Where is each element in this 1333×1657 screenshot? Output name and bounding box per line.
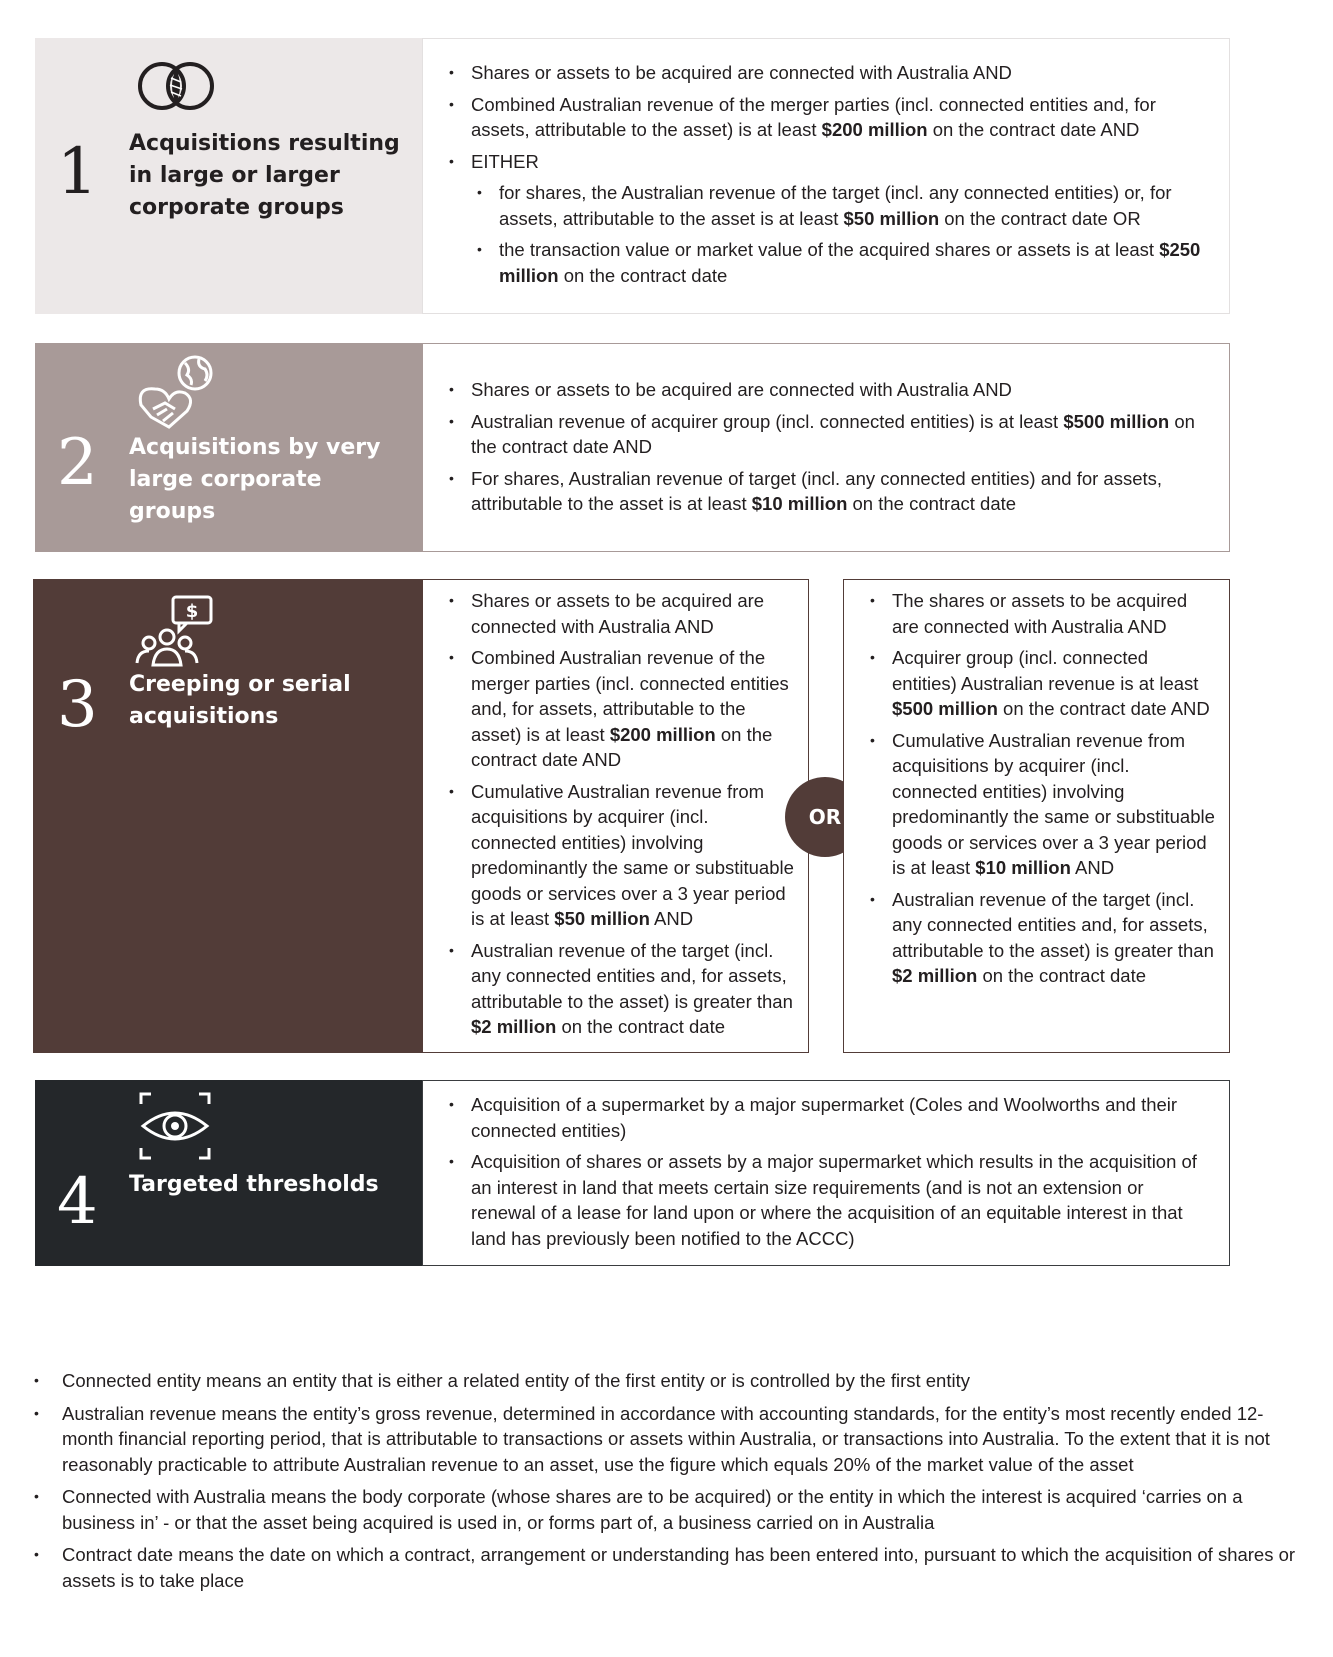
criteria-sub-item: • the transaction value or market value of the acquired shares or assets is at least $250 million on the contract date [471,237,1209,288]
svg-text:$: $ [185,601,199,622]
eye-focus-icon [139,1092,211,1165]
criteria-item: • Shares or assets to be acquired are connected with Australia AND [443,377,1209,403]
section-4-title: Targeted thresholds [129,1172,379,1197]
people-dollar-icon [135,593,217,674]
criteria-item: • Shares or assets to be acquired are connected with Australia AND [443,588,794,639]
criteria-item: • Cumulative Australian revenue from acquisitions by acquirer (incl. connected entities) involving predominantly the same or substituable goods or services over a 3 year period is at least $10 million AND [864,728,1215,881]
definition-item: • Connected with Australia means the body corporate (whose shares are to be acquired) or the entity in which the interest is acquired ‘carries on a business in’ - or that the asset being acquired is used in, or forms part of, a business carried on in Australia [30,1484,1300,1535]
criteria-item: • Acquisition of shares or assets by a major supermarket which results in the acquisition of an interest in land that meets certain size requirements (and is not an extension or renewal of a lease for land upon or where the acquisition of an equitable interest in that land has previously been notified to the ACCC) [443,1149,1209,1251]
criteria-item: • EITHER • for shares, the Australian revenue of the target (incl. any connected entities) or, for assets, attributable to the asset is at least $50 million on the contract date OR • the transaction value or market value of the acquired shares or assets is at least $250 million on the contract date [443,149,1209,289]
section-3-number: 3 [57,668,98,742]
section-2-criteria [422,343,1230,552]
definitions [30,1368,1300,1600]
section-1 [35,38,1230,314]
section-4-number: 4 [57,1165,98,1239]
overlapping-circles-icon [135,60,217,117]
criteria-sub-item: • for shares, the Australian revenue of the target (incl. any connected entities) or, for assets, attributable to the asset is at least $50 million on the contract date OR [471,180,1209,231]
section-2-title: Acquisitions by very large corporate groups [129,435,381,524]
section-1-title: Acquisitions resulting in large or larger corporate groups [129,131,400,220]
criteria-item: • For shares, Australian revenue of target (incl. any connected entities) and for assets, attributable to the asset is at least $10 million on the contract date [443,466,1209,517]
criteria-item: • Acquirer group (incl. connected entities) Australian revenue is at least $500 million on the contract date AND [864,645,1215,722]
section-2-number: 2 [57,426,98,500]
section-3-header [33,579,422,1053]
criteria-item: • Australian revenue of acquirer group (incl. connected entities) is at least $500 million on the contract date AND [443,409,1209,460]
criteria-item: • The shares or assets to be acquired are connected with Australia AND [864,588,1215,639]
or-badge: OR [785,777,865,857]
section-1-number: 1 [57,135,98,209]
definition-item: • Contract date means the date on which a contract, arrangement or understanding has been entered into, pursuant to which the acquisition of shares or assets is to take place [30,1542,1300,1593]
definition-item: • Connected entity means an entity that is either a related entity of the first entity or is controlled by the first entity [30,1368,1300,1394]
criteria-item: • Australian revenue of the target (incl. any connected entities and, for assets, attributable to the asset) is greater than $2 million on the contract date [443,938,794,1040]
section-3-criteria-left [422,579,809,1053]
section-3-criteria-right [843,579,1230,1053]
section-3 [33,579,1230,1053]
criteria-item: • Acquisition of a supermarket by a major supermarket (Coles and Woolworths and their connected entities) [443,1092,1209,1143]
section-2 [35,343,1230,552]
definition-item: • Australian revenue means the entity’s gross revenue, determined in accordance with accounting standards, for the entity’s most recently ended 12-month financial reporting period, that is attributable to transactions or assets within Australia, or transactions into Australia. To the extent that it is not reasonably practicable to attribute Australian revenue to an asset, use the figure which equals 20% of the market value of the asset [30,1401,1300,1478]
criteria-item: • Combined Australian revenue of the merger parties (incl. connected entities and, for assets, attributable to the asset) is at least $200 million on the contract date AND [443,645,794,773]
section-4-criteria [422,1080,1230,1266]
section-1-criteria [422,38,1230,314]
criteria-item: • Australian revenue of the target (incl. any connected entities and, for assets, attributable to the asset) is greater than $2 million on the contract date [864,887,1215,989]
criteria-item: • Cumulative Australian revenue from acquisitions by acquirer (incl. connected entities) involving predominantly the same or substituable goods or services over a 3 year period is at least $50 million AND [443,779,794,932]
criteria-item: • Shares or assets to be acquired are connected with Australia AND [443,60,1209,86]
section-4 [35,1080,1230,1266]
section-3-title: Creeping or serial acquisitions [129,672,351,729]
criteria-item: • Combined Australian revenue of the merger parties (incl. connected entities and, for assets, attributable to the asset) is at least $200 million on the contract date AND [443,92,1209,143]
handshake-globe-icon [135,353,217,438]
